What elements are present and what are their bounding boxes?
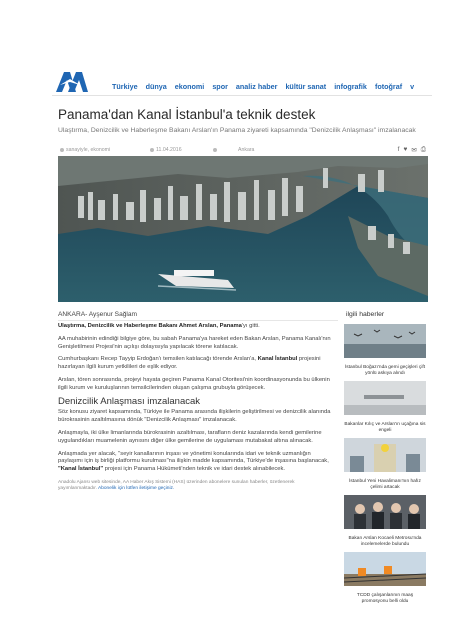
article-hero-image xyxy=(58,156,428,302)
category-dot-icon xyxy=(60,148,64,152)
nav-item-fotograf[interactable]: fotoğraf xyxy=(374,82,403,91)
footer-note xyxy=(58,480,334,493)
nav-item-turkiye[interactable]: Türkiye xyxy=(112,82,138,91)
main-nav xyxy=(112,82,414,91)
nav-item-spor[interactable]: spor xyxy=(212,82,228,91)
nav-item-dunya[interactable]: dünya xyxy=(145,82,167,91)
mail-icon[interactable]: ✉ xyxy=(411,147,417,154)
paragraph-5: Söz konusu ziyaret kapsamında, Türkiye ile Panama arasında ilişkilerin geliştirilmesi ve denizcilik alanında bürokrasinin azaltılmasına dönük "Denizcilik Anlaşması" imzalanacak. xyxy=(58,409,331,424)
nav-item-infografik[interactable]: infografik xyxy=(334,82,367,91)
related-news-thumbnail[interactable] xyxy=(344,552,426,586)
nav-divider xyxy=(52,95,432,96)
share-bar xyxy=(398,146,426,154)
subscription-link[interactable]: Abonelik için lütfen iletişime geçiniz. xyxy=(98,486,175,492)
related-news-caption[interactable]: İstanbul Boğazı'nda gemi geçişleri çift yönlü askıya alındı xyxy=(344,365,426,376)
paragraph-7-a: Anlaşmada yer alacak, "seyir kanallarının inşası ve yönetimi konularında idari ve teknik uzmanlığın paylaşımı için iş birliği platformu kurulması"na ilişkin madde kapsamında, Türkiye'de inşasına başlanacak, xyxy=(58,450,329,465)
paragraph-2: AA muhabirinin edindiği bilgiye göre, bu sabah Panama'ya hareket eden Bakan Arslan, Panama Kanalı'nın Genişletilmesi Projesi'nin açılışı dolayısıyla yapılacak törene katılacak. xyxy=(58,335,331,350)
nav-item-kultur-sanat[interactable]: kültür sanat xyxy=(285,82,327,91)
aa-logo-icon[interactable] xyxy=(54,68,88,94)
related-news-caption[interactable]: Bakanlar Kılıç ve Arslan'ın uçağına sis engeli xyxy=(344,422,426,433)
related-news-item[interactable] xyxy=(344,552,426,605)
paragraph-7 xyxy=(58,451,334,474)
content-divider xyxy=(58,320,338,321)
paragraph-3 xyxy=(58,356,334,372)
related-news-thumbnail[interactable] xyxy=(344,438,426,472)
nav-item-video[interactable]: v xyxy=(410,82,415,91)
article-city: Ankara xyxy=(238,147,255,153)
paragraph-1-rest: 'yı gitti. xyxy=(241,323,260,329)
nav-item-ekonomi[interactable]: ekonomi xyxy=(174,82,205,91)
related-news-caption[interactable]: Bakan Arslan Kocaeli Metrosu'nda incelemelerde bulundu xyxy=(348,536,422,547)
article-title: Panama'dan Kanal İstanbul'a teknik destek xyxy=(58,107,316,122)
paragraph-6: Anlaşmayla, iki ülke limanlarında bürokrasinin azaltılması, tarafların deniz kazalarında kendi gemilerine uygulandıkları muamelenin aynısını diğer ülke gemilerine de uygulaması mutabakat altına alınacak. xyxy=(58,429,322,444)
paragraph-4: Arslan, tören sonrasında, projeyi hayata geçiren Panama Kanal Otoritesi'nin koordinasyonunda bu ülkenin ilgili kurum ve kuruluşlarının temsilcilerinden oluşan çalışma grubuyla görüşecek. xyxy=(58,376,330,391)
related-news-item[interactable] xyxy=(344,381,426,434)
paragraph-3-b: projesini hazırlayan ilgili kurum yetkilileri de eşlik ediyor. xyxy=(58,356,321,371)
related-news-thumbnail[interactable] xyxy=(344,324,426,358)
article-meta xyxy=(58,147,428,155)
paragraph-1 xyxy=(58,323,334,331)
paragraph-7-bold: "Kanal İstanbul" xyxy=(58,466,104,473)
article-byline: ANKARA- Ayşenur Sağlam xyxy=(58,311,138,318)
nav-item-analiz-haber[interactable]: analiz haber xyxy=(235,82,278,91)
related-news-thumbnail[interactable] xyxy=(344,381,426,415)
related-news-caption[interactable]: İstanbul Yeni Havalimanı'nın hafız çelimi artacak xyxy=(349,479,421,490)
related-news-title: ilgili haberler xyxy=(346,311,385,318)
related-news-list xyxy=(344,324,426,609)
section-heading: Denizcilik Anlaşması imzalanacak xyxy=(58,395,201,407)
related-news-item[interactable] xyxy=(344,438,426,491)
article-date: 11.04.2016 xyxy=(156,147,182,153)
paragraph-1-bold: Ulaştırma, Denizcilik ve Haberleşme Bakanı Ahmet Arslan, Panama xyxy=(58,323,242,329)
related-news-caption[interactable]: TCDD çalışanlarının maaş promosyonu belli oldu xyxy=(356,593,414,604)
article-body xyxy=(58,323,334,498)
article-category[interactable]: sanayiyle, ekonomi xyxy=(66,147,111,153)
paragraph-3-a: Cumhurbaşkanı Recep Tayyip Erdoğan'ı temsilen katılacağı törende Arslan'a, xyxy=(58,356,257,363)
footer-note-text: Anadolu Ajansı web sitesinde, AA Haber Akış Sistemi (HAS) üzerinden abonelere sunulan haberler, özetlenerek yayımlanmaktadır. xyxy=(58,479,295,492)
related-news-item[interactable] xyxy=(344,324,426,377)
article-subtitle: Ulaştırma, Denizcilik ve Haberleşme Bakanı Arslan'ın Panama ziyareti kapsamında "Denizcilik Anlaşması" imzalanacak xyxy=(58,127,416,134)
favorite-icon[interactable]: ♥ xyxy=(403,146,408,153)
site-header xyxy=(0,0,453,100)
related-news-item[interactable] xyxy=(344,495,426,548)
facebook-icon[interactable]: f xyxy=(397,146,400,153)
paragraph-7-b: projesi için Panama Hükümeti'nden teknik ve idari destek alınabilecek. xyxy=(104,466,286,473)
print-icon[interactable]: ⎙ xyxy=(420,146,426,153)
paragraph-3-bold: Kanal İstanbul xyxy=(257,356,298,363)
calendar-icon xyxy=(150,148,154,152)
related-news-thumbnail[interactable] xyxy=(344,495,426,529)
location-icon xyxy=(213,148,217,152)
